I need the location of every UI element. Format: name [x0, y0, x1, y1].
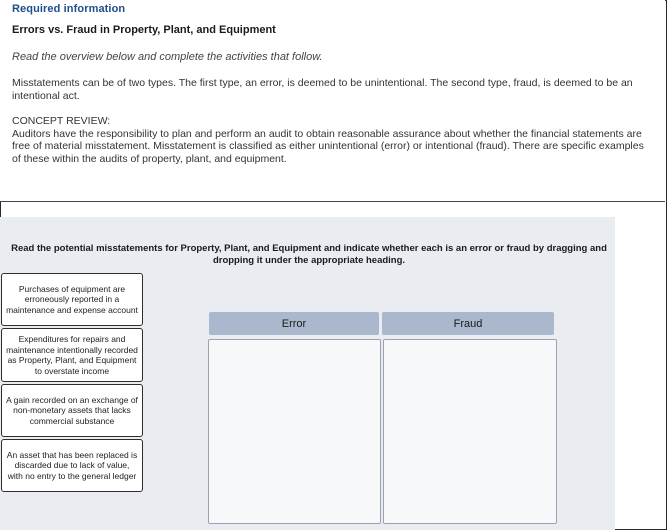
concept-review-text: Auditors have the responsibility to plan and perform an audit to obtain reasonable assurance about whether the financial statements are free of material misstatement. Misstatement is classified as either unintentional (error) or intentional (fraud). There are specific examples of these within the audits of property, plant, and equipment.: [12, 127, 644, 165]
required-information-label: Required information: [12, 3, 126, 15]
activity-instruction: Read the potential misstatements for Property, Plant, and Equipment and indicate whether each is an error or fraud by dragging and dropping it under the appropriate heading.: [11, 243, 607, 266]
misstatement-types-paragraph: Misstatements can be of two types. The first type, an error, is deemed to be unintentional. The second type, fraud, is deemed to be an intentional act.: [12, 77, 633, 102]
fraud-drop-zone[interactable]: [383, 339, 557, 524]
concept-review-heading: CONCEPT REVIEW:: [12, 115, 111, 127]
draggable-card-equipment-expense[interactable]: Purchases of equipment are erroneously reported in a maintenance and expense account: [1, 273, 143, 326]
page-title: Errors vs. Fraud in Property, Plant, and Equipment: [12, 24, 276, 36]
overview-instruction: Read the overview below and complete the activities that follow.: [12, 51, 323, 63]
error-column-heading: Error: [209, 312, 379, 335]
fraud-column-heading: Fraud: [382, 312, 554, 335]
draggable-card-asset-discarded[interactable]: An asset that has been replaced is discarded due to lack of value, with no entry to the general ledger: [1, 439, 143, 492]
overview-panel: [0, 0, 665, 202]
concept-review-block: [12, 115, 652, 165]
draggable-card-nonmonetary-gain[interactable]: A gain recorded on an exchange of non-monetary assets that lacks commercial substance: [1, 384, 143, 437]
error-drop-zone[interactable]: [208, 339, 381, 524]
draggable-card-repairs-capitalized[interactable]: Expenditures for repairs and maintenance intentionally recorded as Property, Plant, and Equipment to overstate income: [1, 328, 143, 382]
